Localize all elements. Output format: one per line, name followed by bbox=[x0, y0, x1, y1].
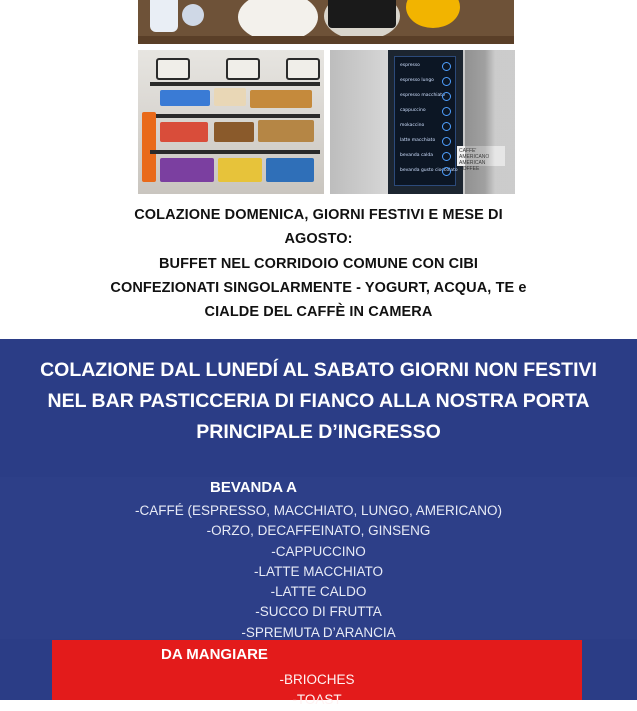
title-line: NEL BAR PASTICCERIA DI FIANCO ALLA NOSTRA PORTA bbox=[47, 390, 590, 412]
list-item: -BRIOCHES bbox=[279, 672, 355, 687]
weekend-breakfast-caption bbox=[0, 203, 637, 324]
coffee-button[interactable]: espresso bbox=[397, 61, 453, 72]
coffee-machine-panel bbox=[394, 56, 456, 186]
list-item: -CAFFÉ (ESPRESSO, MACCHIATO, LUNGO, AMERICANO) bbox=[134, 503, 503, 518]
coffee-button[interactable]: espresso lungo bbox=[397, 76, 453, 87]
food-list bbox=[52, 670, 582, 711]
coffee-button[interactable]: bevanda calda bbox=[397, 151, 453, 162]
list-item: -CAPPUCCINO bbox=[271, 543, 366, 559]
title-line: PRINCIPALE D’INGRESSO bbox=[196, 421, 441, 443]
coffee-button[interactable]: espresso macchiato bbox=[397, 91, 453, 102]
list-item: -LATTE MACCHIATO bbox=[253, 563, 383, 579]
coffee-button[interactable]: latte macchiato bbox=[397, 136, 453, 147]
caption-line: CIALDE DEL CAFFÈ IN CAMERA bbox=[204, 304, 433, 321]
list-item: -SPREMUTA D’ARANCIA bbox=[241, 624, 396, 640]
coffee-machine bbox=[388, 50, 463, 194]
americano-note: CAFFE' AMERICANO AMERICAN COFFEE bbox=[457, 146, 505, 166]
coffee-button[interactable]: bevanda gusto cioccolato bbox=[397, 166, 453, 177]
list-item: -LATTE CALDO bbox=[270, 584, 367, 600]
drinks-heading: BEVANDA A bbox=[210, 479, 297, 496]
coffee-button[interactable]: mokaccino bbox=[397, 121, 453, 132]
food-heading: DA MANGIARE bbox=[161, 646, 268, 663]
weekday-breakfast-title bbox=[0, 355, 637, 448]
caption-line: BUFFET NEL CORRIDOIO COMUNE CON CIBI bbox=[158, 255, 479, 272]
snack-rack-photo bbox=[138, 50, 324, 194]
drinks-list bbox=[0, 501, 637, 643]
caption-line: COLAZIONE DOMENICA, GIORNI FESTIVI E MESE DI bbox=[134, 207, 503, 223]
coffee-button[interactable]: cappuccino bbox=[397, 106, 453, 117]
breakfast-table-photo bbox=[138, 0, 514, 44]
caption-line: CONFEZIONATI SINGOLARMENTE - YOGURT, ACQUA, TE e bbox=[110, 279, 527, 296]
caption-line: AGOSTO: bbox=[284, 231, 353, 248]
drinks-section bbox=[0, 477, 637, 639]
coffee-machine-photo bbox=[330, 50, 515, 194]
list-item: -ORZO, DECAFFEINATO, GINSENG bbox=[206, 523, 431, 539]
title-line: COLAZIONE DAL LUNEDÍ AL SABATO GIORNI NON FESTIVI bbox=[40, 359, 597, 381]
weekday-breakfast-panel bbox=[0, 339, 637, 708]
list-item: -TOAST bbox=[292, 692, 342, 708]
list-item: -SUCCO DI FRUTTA bbox=[255, 604, 382, 620]
food-section bbox=[52, 640, 582, 708]
